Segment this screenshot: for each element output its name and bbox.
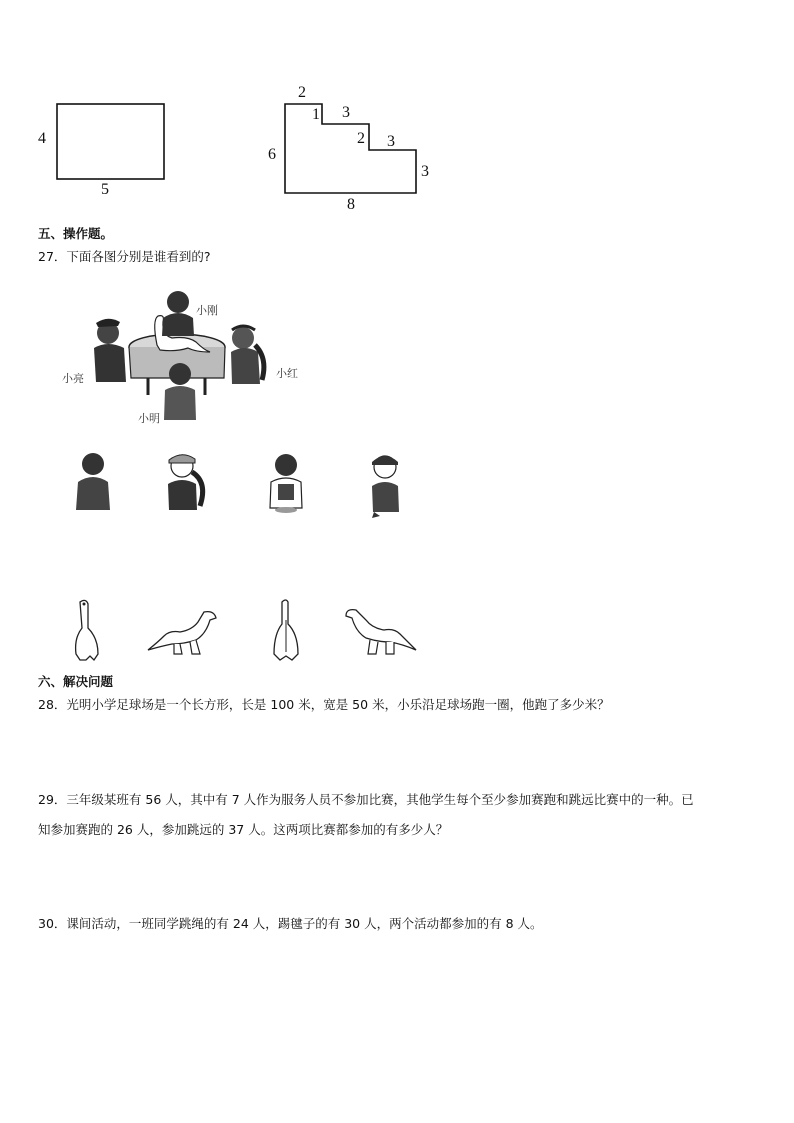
scene-name-xiaoliang: 小亮 [62,372,84,385]
staircase-label-right-height: 3 [421,163,429,180]
section-5-heading: 五、操作题。 [38,226,114,241]
staircase-label-step1-rise: 1 [312,106,320,123]
staircase-label-step1-width: 3 [342,104,350,121]
staircase-label-height: 6 [268,146,276,163]
dinosaur-option-4 [342,606,420,658]
question-30: 30．课间活动，一班同学跳绳的有 24 人，踢毽子的有 30 人，两个活动都参加的有 8 人。 [38,916,543,931]
rectangle-width-label: 5 [101,181,109,198]
scene-name-xiaogang: 小刚 [196,304,218,317]
dinosaur-option-2 [144,608,220,658]
dinosaur-option-1 [66,598,111,663]
staircase-label-bottom-width: 8 [347,196,355,213]
question-28: 28．光明小学足球场是一个长方形，长是 100 米，宽是 50 米，小乐沿足球场跑一圈，他跑了多少米？ [38,697,610,712]
question-29-line-2: 知参加赛跑的 26 人，参加跳远的 37 人。这两项比赛都参加的有多少人？ [38,822,449,837]
child-option-3 [262,450,312,515]
dinosaur-option-3 [266,598,306,663]
child-option-4 [360,450,410,520]
child-option-1 [70,450,120,515]
staircase-label-step2-rise: 2 [357,130,365,147]
scene-drawing [0,0,794,440]
staircase-label-top-width: 2 [298,84,306,101]
scene-name-xiaoming: 小明 [138,412,160,425]
question-29-line-1: 29．三年级某班有 56 人，其中有 7 人作为服务人员不参加比赛，其他学生每个至少参加赛跑和跳远比赛中的一种。已 [38,792,694,807]
scene-name-xiaohong: 小红 [276,367,298,380]
rectangle-height-label: 4 [38,130,46,147]
question-27: 27．下面各图分别是谁看到的? [38,249,211,264]
child-option-2 [160,450,215,515]
staircase-label-step2-width: 3 [387,133,395,150]
section-6-heading: 六、解决问题 [38,674,114,689]
